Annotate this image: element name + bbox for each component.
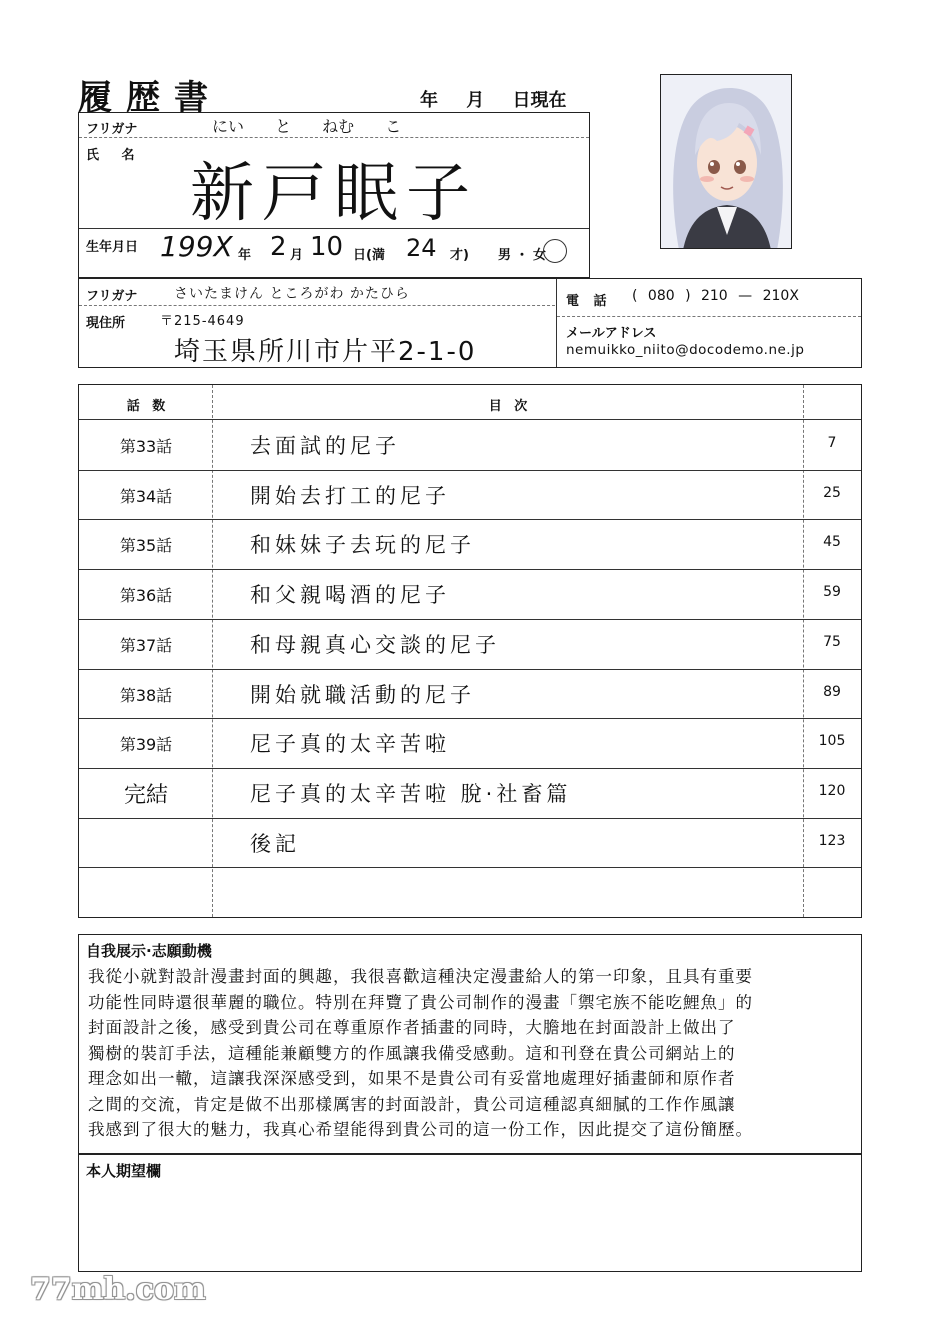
essay-label: 自我展示·志願動機 (86, 942, 212, 960)
toc-page: 25 (823, 484, 841, 501)
watermark: 77mh.com (30, 1272, 206, 1307)
essay-line: 我從小就對設計漫畫封面的興趣，我很喜歡這種決定漫畫給人的第一印象，且具有重要 (88, 967, 753, 986)
birth-label: 生年月日 (86, 240, 139, 255)
essay-line: 獨樹的裝訂手法，這種能兼顧雙方的作風讓我備受感動。這和刊登在貴公司網站上的 (88, 1043, 736, 1063)
toc-episode: 第37話 (119, 635, 173, 655)
birth-day-unit: 日(満 (353, 248, 385, 263)
address-furigana: さいたまけん ところがわ かたひら (174, 286, 410, 302)
toc-row (80, 619, 861, 669)
toc-title: 開始就職活動的尼子 (250, 682, 475, 707)
toc-row (80, 470, 861, 520)
toc-title: 尼子真的太辛苦啦 (250, 732, 450, 757)
age-value: 24 (406, 234, 437, 262)
name-value: 新戸眠子 (190, 157, 478, 231)
toc-episode: 第38話 (119, 685, 173, 705)
portrait-photo (660, 74, 792, 249)
toc-row (80, 519, 861, 569)
toc-episode: 第35話 (119, 536, 173, 556)
essay-line: 封面設計之後，感受到貴公司在尊重原作者插畫的同時，大膽地在封面設計上做出了 (88, 1018, 736, 1037)
toc-episode: 完結 (123, 782, 168, 808)
toc-title: 和父親喝酒的尼子 (250, 583, 450, 608)
birth-year-unit: 年 (238, 248, 252, 263)
date-label: 年 月 日現在 (420, 90, 567, 111)
name-label: 氏 名 (86, 148, 135, 163)
toc-row (80, 818, 861, 868)
furigana-name: にい と ねむ こ (212, 117, 402, 136)
toc-page: 75 (823, 633, 841, 650)
toc-row (80, 420, 861, 470)
toc-row (80, 768, 861, 818)
toc-episode: 第34話 (119, 486, 173, 506)
toc-page: 123 (818, 832, 846, 849)
gender-circle-icon (543, 239, 567, 263)
phone-label: 電 話 (566, 294, 607, 309)
birth-year: 199X (160, 230, 233, 263)
essay-line: 我感到了很大的魅力，我真心希望能得到貴公司的這一份工作，因此提交了這份簡歷。 (88, 1120, 753, 1139)
toc-page: 105 (818, 733, 846, 750)
toc-episode: 第36話 (119, 586, 173, 606)
toc-page: 89 (823, 683, 841, 700)
gender: 男 ・ 女 (498, 248, 547, 263)
toc-title: 尼子真的太辛苦啦 脫·社畜篇 (250, 781, 572, 806)
toc-page: 59 (823, 584, 841, 601)
wish-label: 本人期望欄 (86, 1162, 162, 1180)
toc-page: 120 (818, 782, 846, 799)
toc-col-contents: 目 次 (488, 399, 528, 414)
address-furigana-label: フリガナ (86, 289, 138, 304)
mail-value: nemuikko_niito@docodemo.ne.jp (566, 342, 805, 358)
toc-row (80, 867, 861, 917)
postal-code: 〒215-4649 (160, 314, 245, 329)
essay-line: 理念如出一轍，這讓我深深感受到，如果不是貴公司有妥當地處理好插畫師和原作者 (88, 1069, 736, 1088)
essay-line: 之間的交流，肯定是做不出那樣厲害的封面設計，貴公司這種認真細膩的工作作風讓 (88, 1094, 736, 1114)
page-title: 履歴書 (78, 78, 222, 118)
birth-day: 10 (310, 232, 344, 262)
toc-title: 去面試的尼子 (250, 434, 400, 458)
toc-page: 7 (827, 435, 837, 451)
essay-line: 功能性同時還很華麗的職位。特別在拜覽了貴公司制作的漫畫「禦宅族不能吃鯉魚」的 (88, 992, 753, 1012)
wish-box (78, 1154, 862, 1272)
phone-value: ( 080 ) 210 — 210X (632, 288, 799, 304)
toc-episode: 第39話 (119, 735, 173, 755)
toc-title: 和母親真心交談的尼子 (250, 632, 500, 657)
toc-title: 開始去打工的尼子 (250, 483, 450, 508)
toc-row (80, 718, 861, 768)
age-unit: 才) (450, 248, 469, 263)
toc-row (80, 669, 861, 719)
address-label: 現住所 (86, 316, 126, 331)
toc-title: 和妹妹子去玩的尼子 (250, 533, 475, 558)
birth-month: 2 (270, 232, 287, 262)
toc-col-episode: 話 数 (126, 399, 166, 414)
mail-label: メールアドレス (566, 326, 657, 341)
birth-month-unit: 月 (290, 248, 304, 263)
toc-page: 45 (823, 534, 841, 551)
toc-episode: 第33話 (119, 437, 173, 456)
toc-title: 後記 (250, 831, 300, 856)
furigana-label: フリガナ (86, 122, 138, 137)
toc-row (80, 569, 861, 619)
address-value: 埼玉県所川市片平2-1-0 (174, 337, 477, 367)
